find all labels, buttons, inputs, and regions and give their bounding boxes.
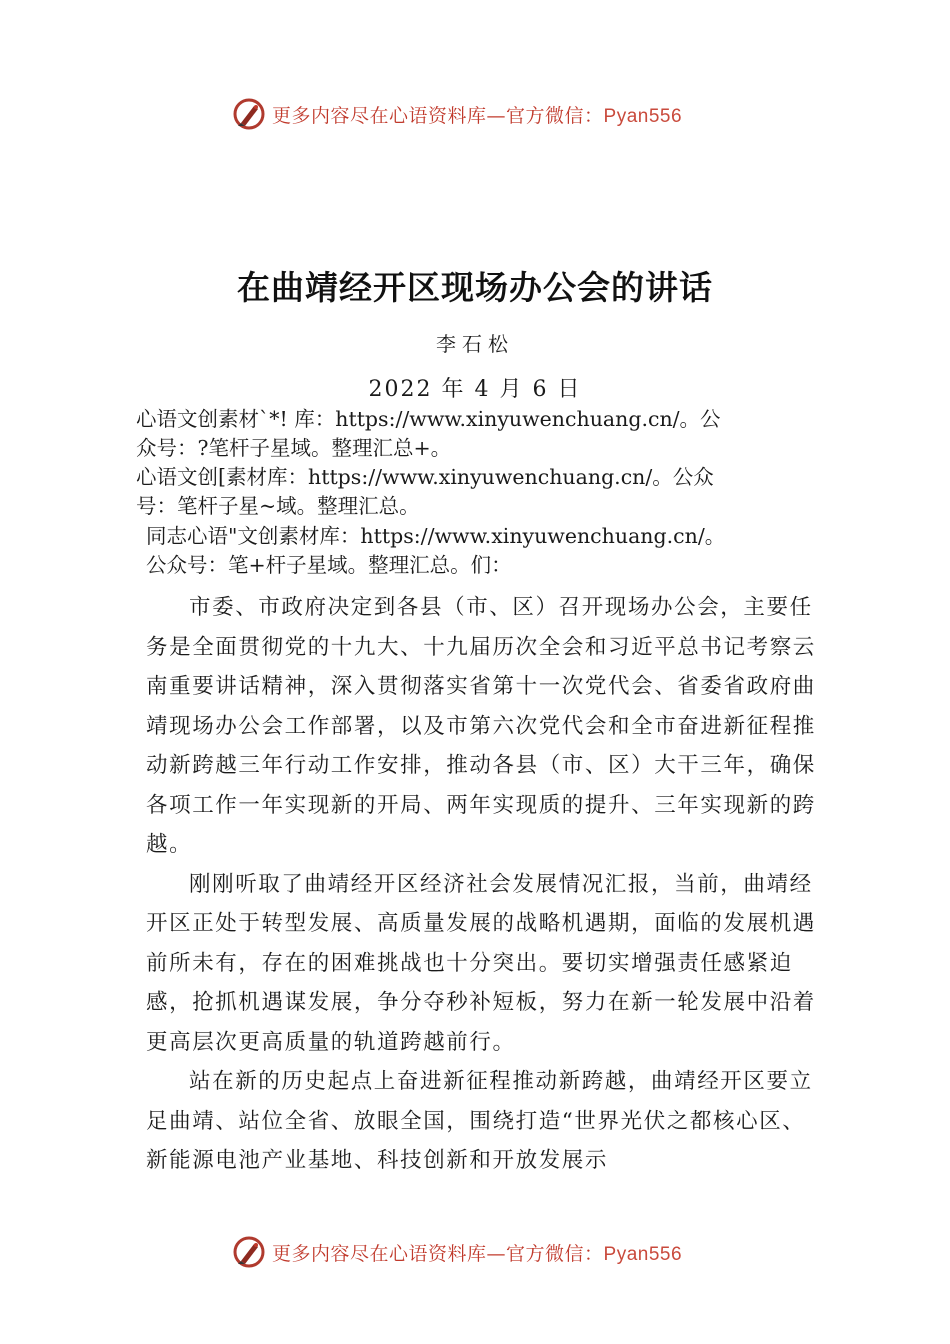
pen-logo-icon [232,97,266,131]
noise-line-5: 同志心语"文创素材库：https://www.xinyuwenchuang.cn/。 [146,524,726,548]
noise-line-6: 公众号：笔+杆子星域。整理汇总。们： [146,553,512,577]
noise-line-1: 心语文创素材`*! 库：https://www.xinyuwenchuang.cn/。公 [136,407,721,431]
noise-line-2: 众号：?笔杆子星域。整理汇总+。 [136,436,452,460]
body-paragraph-3: 站在新的历史起点上奋进新征程推动新跨越，曲靖经开区要立足曲靖、站位全省、放眼全国，围绕打造“世界光伏之都核心区、新能源电池产业基地、科技创新和开放发展示 [146,1069,813,1173]
watermark-wechat-id: Pyan556 [603,1243,683,1265]
document-author: 李石松 [436,332,514,356]
document-title: 在曲靖经开区现场办公会的讲话 [237,268,713,307]
document-date: 2022 年 4 月 6 日 [368,377,582,402]
noise-line-3: 心语文创[素材库：https://www.xinyuwenchuang.cn/。公众 [136,465,714,489]
pen-logo-icon [232,1235,266,1269]
document-body [146,588,826,1181]
body-paragraph-1: 市委、市政府决定到各县（市、区）召开现场办公会，主要任务是全面贯彻党的十九大、十九届历次全会和习近平总书记考察云南重要讲话精神，深入贯彻落实省第十一次党代会、省委省政府曲靖现场办公会工作部署，以及市第六次党代会和全市奋进新征程推动新跨越三年行动工作安排，推动各县（市、区）大干三年，确保各项工作一年实现新的开局、两年实现质的提升、三年实现新的跨越。 [146,595,816,857]
watermark-wechat-id: Pyan556 [603,105,683,127]
watermark-text: 更多内容尽在心语资料库—官方微信：Pyan556 [272,1242,683,1265]
noise-line-4: 号：笔杆子星~域。整理汇总。 [136,494,420,518]
body-paragraph-2: 刚刚听取了曲靖经开区经济社会发展情况汇报，当前，曲靖经开区正处于转型发展、高质量发展的战略机遇期，面临的发展机遇前所未有，存在的困难挑战也十分突出。要切实增强责任感紧迫感，抢抓机遇谋发展，争分夺秒补短板，努力在新一轮发展中沿着更高层次更高质量的轨道跨越前行。 [146,871,816,1055]
footer-watermark [232,1232,752,1272]
header-watermark [232,94,752,134]
watermark-text: 更多内容尽在心语资料库—官方微信：Pyan556 [272,104,683,127]
